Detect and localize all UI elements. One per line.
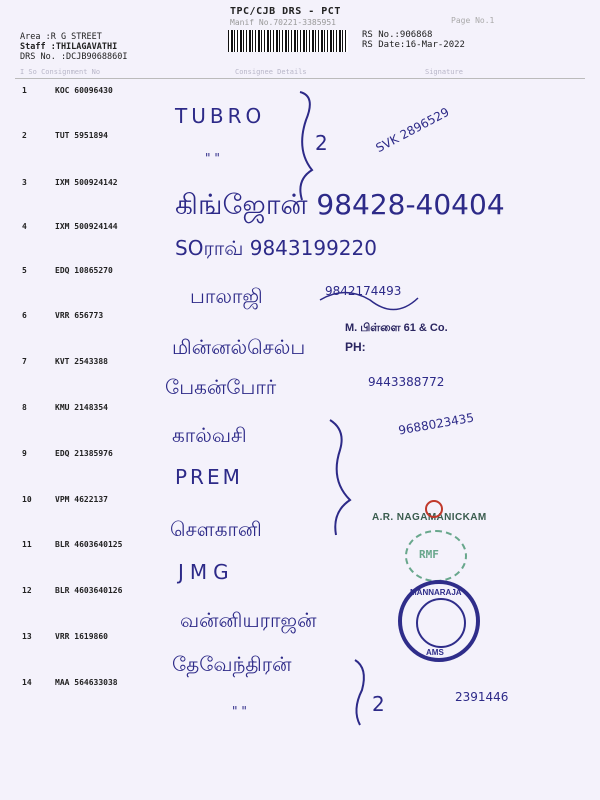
consignment-code: VRR 1619860 [55, 632, 108, 641]
handwritten-signature: SVK 2896529 [373, 104, 452, 156]
consignee-handwriting: PREM [175, 465, 243, 489]
consignment-code: MAA 564633038 [55, 678, 118, 687]
consignment-code: VRR 656773 [55, 311, 104, 320]
consignee-handwriting: SOராவ் 9843199220 [175, 236, 377, 260]
row-number: 8 [22, 403, 27, 412]
ditto-mark: " " [232, 704, 247, 718]
consignee-handwriting: தேவேந்திரன் [172, 652, 292, 676]
consignee-handwriting: கிங்ஜோன் 98428-40404 [175, 188, 505, 221]
area-label: Area :R G STREET [20, 32, 102, 42]
handwritten-phone: 9842174493 [325, 284, 402, 298]
rs-number: RS No.:906868 [362, 30, 433, 40]
manifest-number: Manif No.70221-3385951 [230, 18, 336, 27]
row-number: 5 [22, 266, 27, 275]
consignment-code: IXM 500924142 [55, 178, 118, 187]
shop-stamp-phone: PH: [345, 340, 366, 354]
consignee-handwriting: பேகன்போர் [165, 375, 277, 399]
consignment-code: VPM 4622137 [55, 495, 108, 504]
consignment-code: BLR 4603640125 [55, 540, 123, 549]
consignment-code: IXM 500924144 [55, 222, 118, 231]
row-number: 7 [22, 357, 27, 366]
consignment-code: KVT 2543388 [55, 357, 108, 366]
consignee-handwriting: சௌகானி [170, 517, 262, 541]
consignee-handwriting: TUBRO [175, 104, 266, 128]
consignee-handwriting: கால்வசி [172, 423, 247, 447]
row-number: 13 [22, 632, 32, 641]
row-number: 10 [22, 495, 32, 504]
handwritten-count: 2 [315, 131, 328, 155]
ditto-mark: " " [205, 151, 220, 165]
page-number: Page No.1 [451, 16, 495, 25]
consignee-handwriting: மின்னல்செல்ப [172, 335, 306, 359]
column-header-consignee: Consignee Details [235, 68, 307, 76]
secondary-seal [405, 530, 467, 582]
consignee-handwriting: வன்னியராஜன் [180, 608, 317, 632]
seal-bottom-text: AMS [426, 648, 444, 657]
consignment-code: EDQ 10865270 [55, 266, 113, 275]
handwritten-phone: 9688023435 [397, 410, 475, 438]
row-number: 4 [22, 222, 27, 231]
row-number: 12 [22, 586, 32, 595]
shop-stamp-name: M. பிள்ளை 61 & Co. [345, 322, 448, 334]
row-number: 1 [22, 86, 27, 95]
row-number: 11 [22, 540, 32, 549]
row-number: 9 [22, 449, 27, 458]
row-number: 14 [22, 678, 32, 687]
seal-top-text: MANNARAJA [410, 588, 462, 597]
consignment-code: TUT 5951894 [55, 131, 108, 140]
consignment-code: KOC 60096430 [55, 86, 113, 95]
consignment-code: BLR 4603640126 [55, 586, 123, 595]
red-ink-mark [425, 500, 443, 518]
handwritten-count: 2 [372, 692, 385, 716]
handwritten-signature: 2391446 [455, 690, 509, 704]
drs-number: DRS No. :DCJB9068860I [20, 52, 128, 62]
column-header-consignment: I So Consignment No [20, 68, 101, 76]
column-header-signature: Signature [425, 68, 463, 76]
staff-label: Staff :THILAGAVATHI [20, 42, 118, 52]
consignee-handwriting: JMG [178, 560, 235, 584]
seal-inner-ring [416, 598, 466, 648]
secondary-seal-text: RMF [419, 548, 439, 561]
consignment-code: EDQ 21385976 [55, 449, 113, 458]
handwritten-phone: 9443388772 [368, 375, 445, 389]
sheet-title: TPC/CJB DRS - PCT [230, 6, 341, 17]
consignee-handwriting: பாலாஜி [190, 284, 263, 308]
name-stamp: A.R. NAGAMANICKAM [372, 512, 487, 523]
rs-date: RS Date:16-Mar-2022 [362, 40, 465, 50]
consignment-code: KMU 2148354 [55, 403, 108, 412]
row-number: 3 [22, 178, 27, 187]
row-number: 2 [22, 131, 27, 140]
row-number: 6 [22, 311, 27, 320]
round-seal [398, 580, 480, 662]
